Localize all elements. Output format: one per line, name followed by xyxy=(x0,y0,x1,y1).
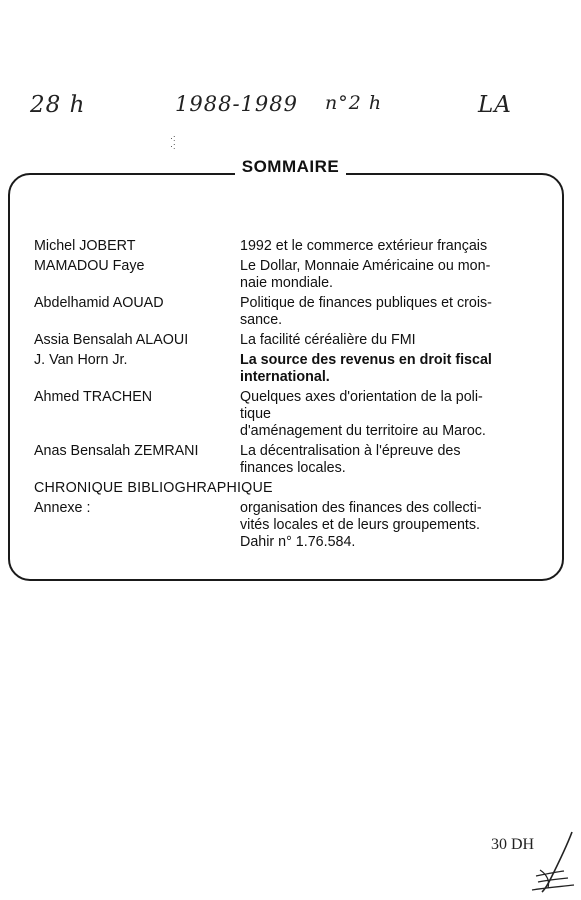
page-title: SOMMAIRE xyxy=(235,157,347,177)
article-line: sance. xyxy=(240,312,283,328)
article-title xyxy=(240,443,554,477)
handwritten-note: n°2 h xyxy=(325,92,383,114)
stamp-dots: ·: ·: xyxy=(170,133,176,151)
annex-label: Annexe : xyxy=(34,500,91,516)
article-line: Politique de finances publiques et crois- xyxy=(240,295,492,311)
article-title xyxy=(240,332,554,349)
author-name: J. Van Horn Jr. xyxy=(34,352,128,368)
author-name: MAMADOU Faye xyxy=(34,258,145,274)
article-title xyxy=(240,238,554,255)
list-item xyxy=(34,238,554,255)
list-item xyxy=(34,295,554,329)
list-item xyxy=(34,389,554,440)
author-name: Anas Bensalah ZEMRANI xyxy=(34,443,199,459)
article-line: tique xyxy=(240,406,272,422)
author-name: Assia Bensalah ALAOUI xyxy=(34,332,189,348)
article-line: naie mondiale. xyxy=(240,275,333,291)
handwritten-note: LA xyxy=(478,92,512,118)
price-label: 30 DH xyxy=(491,836,535,853)
list-item xyxy=(34,258,554,292)
author-name: Abdelhamid AOUAD xyxy=(34,295,164,311)
article-line: organisation des finances des collecti- xyxy=(240,500,482,516)
article-line: La facilité céréalière du FMI xyxy=(240,332,416,348)
list-item xyxy=(34,500,554,551)
article-title xyxy=(240,352,554,386)
article-line: Le Dollar, Monnaie Américaine ou mon- xyxy=(240,258,491,274)
article-line: La décentralisation à l'épreuve des xyxy=(240,443,461,459)
annex-text xyxy=(240,500,554,551)
article-line: La source des revenus en droit fiscal xyxy=(240,352,492,368)
title-wrap xyxy=(0,157,581,177)
article-title xyxy=(240,389,554,440)
article-title xyxy=(240,258,554,292)
handwritten-note: 28 h xyxy=(30,92,86,118)
article-line: 1992 et le commerce extérieur français xyxy=(240,238,488,254)
author-name: Michel JOBERT xyxy=(34,238,136,254)
list-item xyxy=(34,443,554,477)
article-line: Quelques axes d'orientation de la poli- xyxy=(240,389,483,405)
section-heading: CHRONIQUE BIBLIOGHRAPHIQUE xyxy=(34,480,273,496)
article-title xyxy=(240,295,554,329)
signature-icon xyxy=(528,830,578,900)
contents-list xyxy=(34,238,554,554)
author-name: Ahmed TRACHEN xyxy=(34,389,153,405)
article-line: finances locales. xyxy=(240,460,346,476)
article-line: vités locales et de leurs groupements. xyxy=(240,517,480,533)
handwritten-note: 1988-1989 xyxy=(175,92,298,116)
article-line: international. xyxy=(240,369,330,385)
list-item xyxy=(34,352,554,386)
article-line: d'aménagement du territoire au Maroc. xyxy=(240,423,486,439)
article-line: Dahir n° 1.76.584. xyxy=(240,534,356,550)
list-item xyxy=(34,332,554,349)
